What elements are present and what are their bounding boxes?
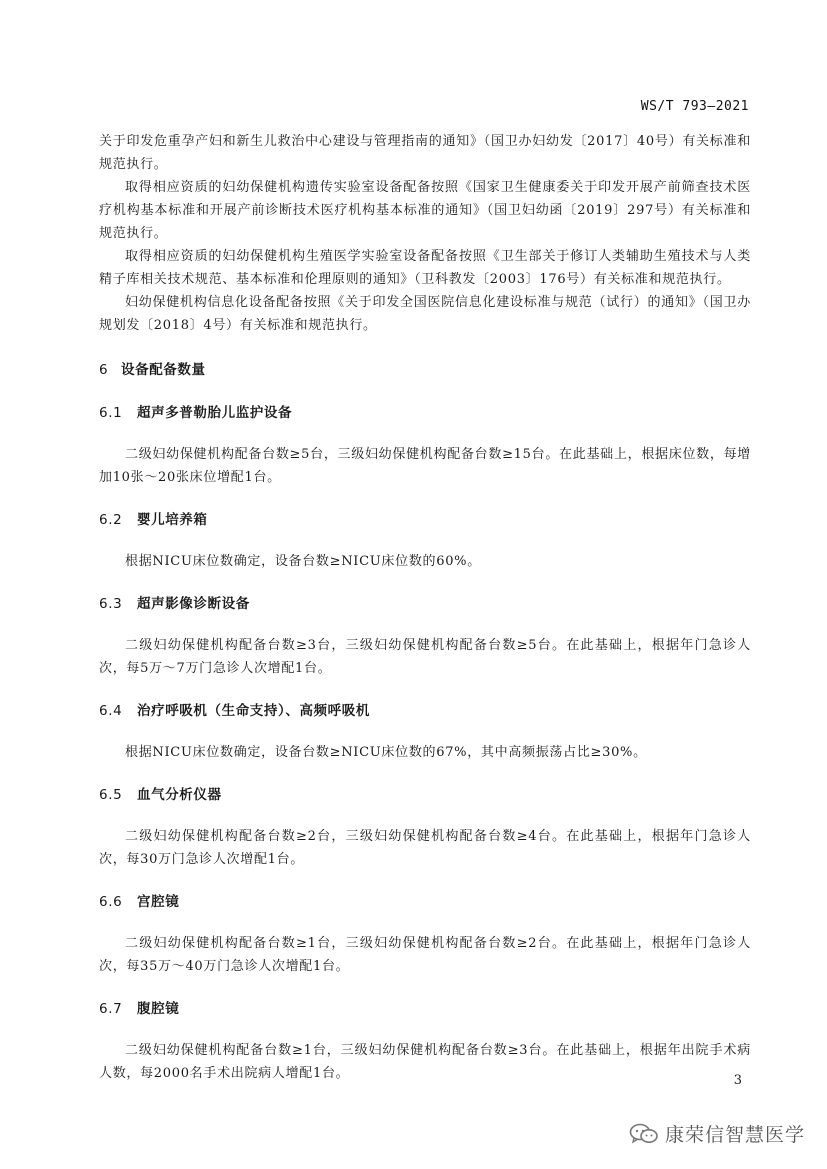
paragraph-reproductive-lab: 取得相应资质的妇幼保健机构生殖医学实验室设备配备按照《卫生部关于修订人类辅助生殖技术与人类精子库相关技术规范、基本标准和伦理原则的通知》（卫科教发〔2003〕176号）有关标准和规范执行。 bbox=[99, 249, 751, 287]
subsection-heading-6-1 bbox=[99, 402, 751, 425]
subsection-title: 腹腔镜 bbox=[137, 1001, 180, 1017]
subsection-text-6-7: 二级妇幼保健机构配备台数≥1台，三级妇幼保健机构配备台数≥3台。在此基础上，根据年出院手术病人数，每2000名手术出院病人增配1台。 bbox=[99, 1043, 751, 1081]
subsection-title: 宫腔镜 bbox=[137, 894, 180, 910]
subsection-heading-6-7 bbox=[99, 998, 751, 1021]
subsection-text-6-1: 二级妇幼保健机构配备台数≥5台，三级妇幼保健机构配备台数≥15台。在此基础上，根据床位数，每增加10张～20张床位增配1台。 bbox=[99, 447, 751, 485]
subsection-title: 超声影像诊断设备 bbox=[137, 596, 250, 612]
subsection-number: 6.3 bbox=[99, 596, 123, 612]
subsection-number: 6.6 bbox=[99, 894, 123, 910]
subsection-title: 治疗呼吸机（生命支持）、高频呼吸机 bbox=[137, 703, 370, 719]
subsection-text-6-6: 二级妇幼保健机构配备台数≥1台，三级妇幼保健机构配备台数≥2台。在此基础上，根据年门急诊人次，每35万～40万门急诊人次增配1台。 bbox=[99, 936, 751, 974]
subsection-heading-6-5 bbox=[99, 784, 751, 807]
section-heading-6 bbox=[99, 359, 751, 382]
subsection-heading-6-4 bbox=[99, 700, 751, 723]
subsection-title: 血气分析仪器 bbox=[137, 787, 222, 803]
standard-code: WS/T 793—2021 bbox=[640, 99, 749, 114]
subsection-number: 6.4 bbox=[99, 703, 123, 719]
subsection-number: 6.1 bbox=[99, 405, 123, 421]
subsection-number: 6.2 bbox=[99, 512, 123, 528]
subsection-text-6-5: 二级妇幼保健机构配备台数≥2台，三级妇幼保健机构配备台数≥4台。在此基础上，根据年门急诊人次，每30万门急诊人次增配1台。 bbox=[99, 829, 751, 867]
subsection-heading-6-2 bbox=[99, 509, 751, 532]
wechat-icon bbox=[629, 1122, 659, 1146]
subsection-text-6-4: 根据NICU床位数确定，设备台数≥NICU床位数的67%，其中高频振荡占比≥30%。 bbox=[125, 745, 647, 760]
watermark bbox=[629, 1120, 805, 1147]
subsection-title: 超声多普勒胎儿监护设备 bbox=[137, 405, 293, 421]
paragraph-genetic-lab: 取得相应资质的妇幼保健机构遗传实验室设备配备按照《国家卫生健康委关于印发开展产前筛查技术医疗机构基本标准和开展产前诊断技术医疗机构基本标准的通知》（国卫妇幼函〔2019〕297号）有关标准和规范执行。 bbox=[99, 180, 751, 241]
subsection-number: 6.7 bbox=[99, 1001, 123, 1017]
section-title: 设备配备数量 bbox=[121, 362, 206, 378]
page-number: 3 bbox=[733, 1073, 742, 1088]
subsection-text-6-3: 二级妇幼保健机构配备台数≥3台，三级妇幼保健机构配备台数≥5台。在此基础上，根据年门急诊人次，每5万～7万门急诊人次增配1台。 bbox=[99, 638, 751, 676]
paragraph-continuation: 关于印发危重孕产妇和新生儿救治中心建设与管理指南的通知》（国卫办妇幼发〔2017〕40号）有关标准和规范执行。 bbox=[99, 134, 751, 172]
document-body bbox=[99, 130, 751, 1085]
subsection-number: 6.5 bbox=[99, 787, 123, 803]
paragraph-informatization: 妇幼保健机构信息化设备配备按照《关于印发全国医院信息化建设标准与规范（试行）的通知》（国卫办规划发〔2018〕4号）有关标准和规范执行。 bbox=[99, 295, 751, 333]
section-number: 6 bbox=[99, 362, 109, 378]
subsection-title: 婴儿培养箱 bbox=[137, 512, 208, 528]
watermark-text: 康荣信智慧医学 bbox=[664, 1124, 805, 1146]
subsection-text-6-2: 根据NICU床位数确定，设备台数≥NICU床位数的60%。 bbox=[125, 554, 481, 569]
subsection-heading-6-3 bbox=[99, 593, 751, 616]
subsection-heading-6-6 bbox=[99, 891, 751, 914]
